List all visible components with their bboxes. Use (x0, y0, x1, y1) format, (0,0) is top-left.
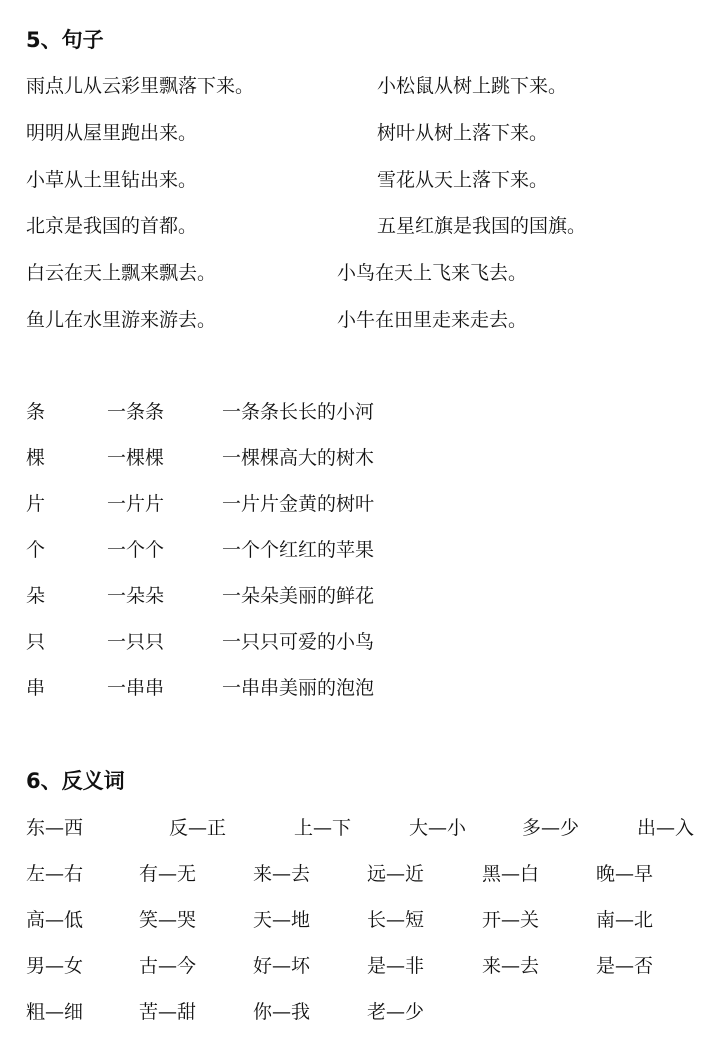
section-6-heading: 6、反义词 (26, 769, 125, 793)
antonym-pair: 笑—哭 (139, 909, 197, 931)
antonym-pair: 上—下 (294, 817, 352, 839)
antonym-pair: 大—小 (409, 817, 467, 839)
sentence-right: 树叶从树上落下来。 (377, 122, 549, 144)
antonym-pair: 老—少 (367, 1001, 425, 1023)
antonym-pair: 古—今 (139, 955, 197, 977)
measure-word: 个 (26, 539, 46, 561)
antonym-pair: 开—关 (482, 909, 540, 931)
antonym-pair: 黑—白 (482, 863, 540, 885)
measure-word-phrase: 一朵朵美丽的鲜花 (222, 585, 375, 607)
measure-word-phrase: 一串串美丽的泡泡 (222, 677, 375, 699)
antonym-pair: 来—去 (253, 863, 311, 885)
antonym-pair: 高—低 (26, 909, 84, 931)
sentence-left: 鱼儿在水里游来游去。 (26, 309, 217, 331)
sentence-left: 雨点儿从云彩里飘落下来。 (26, 75, 255, 97)
measure-word-doubled: 一只只 (107, 631, 165, 653)
antonym-pair: 苦—甜 (139, 1001, 197, 1023)
measure-word: 只 (26, 631, 46, 653)
antonym-pair: 是—否 (596, 955, 654, 977)
measure-word-phrase: 一条条长长的小河 (222, 401, 375, 423)
sentence-right: 五星红旗是我国的国旗。 (377, 215, 587, 237)
measure-word: 串 (26, 677, 46, 699)
antonym-pair: 来—去 (482, 955, 540, 977)
antonym-pair: 是—非 (367, 955, 425, 977)
antonym-pair: 左—右 (26, 863, 84, 885)
antonym-pair: 南—北 (596, 909, 654, 931)
sentence-right: 雪花从天上落下来。 (377, 169, 549, 191)
antonym-pair: 反—正 (169, 817, 227, 839)
antonym-pair: 多—少 (522, 817, 580, 839)
measure-word-doubled: 一个个 (107, 539, 165, 561)
section-5-heading: 5、句子 (26, 28, 104, 52)
measure-word-phrase: 一片片金黄的树叶 (222, 493, 375, 515)
sentence-left: 北京是我国的首都。 (26, 215, 198, 237)
measure-word: 片 (26, 493, 46, 515)
antonym-pair: 粗—细 (26, 1001, 84, 1023)
antonym-pair: 出—入 (637, 817, 695, 839)
sentence-right: 小松鼠从树上跳下来。 (377, 75, 568, 97)
measure-word-doubled: 一片片 (107, 493, 165, 515)
antonym-pair: 晚—早 (596, 863, 654, 885)
measure-word: 条 (26, 401, 46, 423)
antonym-pair: 男—女 (26, 955, 84, 977)
sentence-left: 白云在天上飘来飘去。 (26, 262, 217, 284)
measure-word: 朵 (26, 585, 46, 607)
measure-word-doubled: 一朵朵 (107, 585, 165, 607)
antonym-pair: 天—地 (253, 909, 311, 931)
antonym-pair: 长—短 (367, 909, 425, 931)
sentence-left: 小草从土里钻出来。 (26, 169, 198, 191)
sentence-left: 明明从屋里跑出来。 (26, 122, 198, 144)
antonym-pair: 远—近 (367, 863, 425, 885)
sentence-right: 小鸟在天上飞来飞去。 (337, 262, 528, 284)
antonym-pair: 东—西 (26, 817, 84, 839)
measure-word: 棵 (26, 447, 46, 469)
measure-word-doubled: 一条条 (107, 401, 165, 423)
measure-word-doubled: 一棵棵 (107, 447, 165, 469)
measure-word-phrase: 一个个红红的苹果 (222, 539, 375, 561)
measure-word-phrase: 一棵棵高大的树木 (222, 447, 375, 469)
antonym-pair: 你—我 (253, 1001, 311, 1023)
antonym-pair: 好—坏 (253, 955, 311, 977)
measure-word-phrase: 一只只可爱的小鸟 (222, 631, 375, 653)
antonym-pair: 有—无 (139, 863, 197, 885)
sentence-right: 小牛在田里走来走去。 (337, 309, 528, 331)
measure-word-doubled: 一串串 (107, 677, 165, 699)
